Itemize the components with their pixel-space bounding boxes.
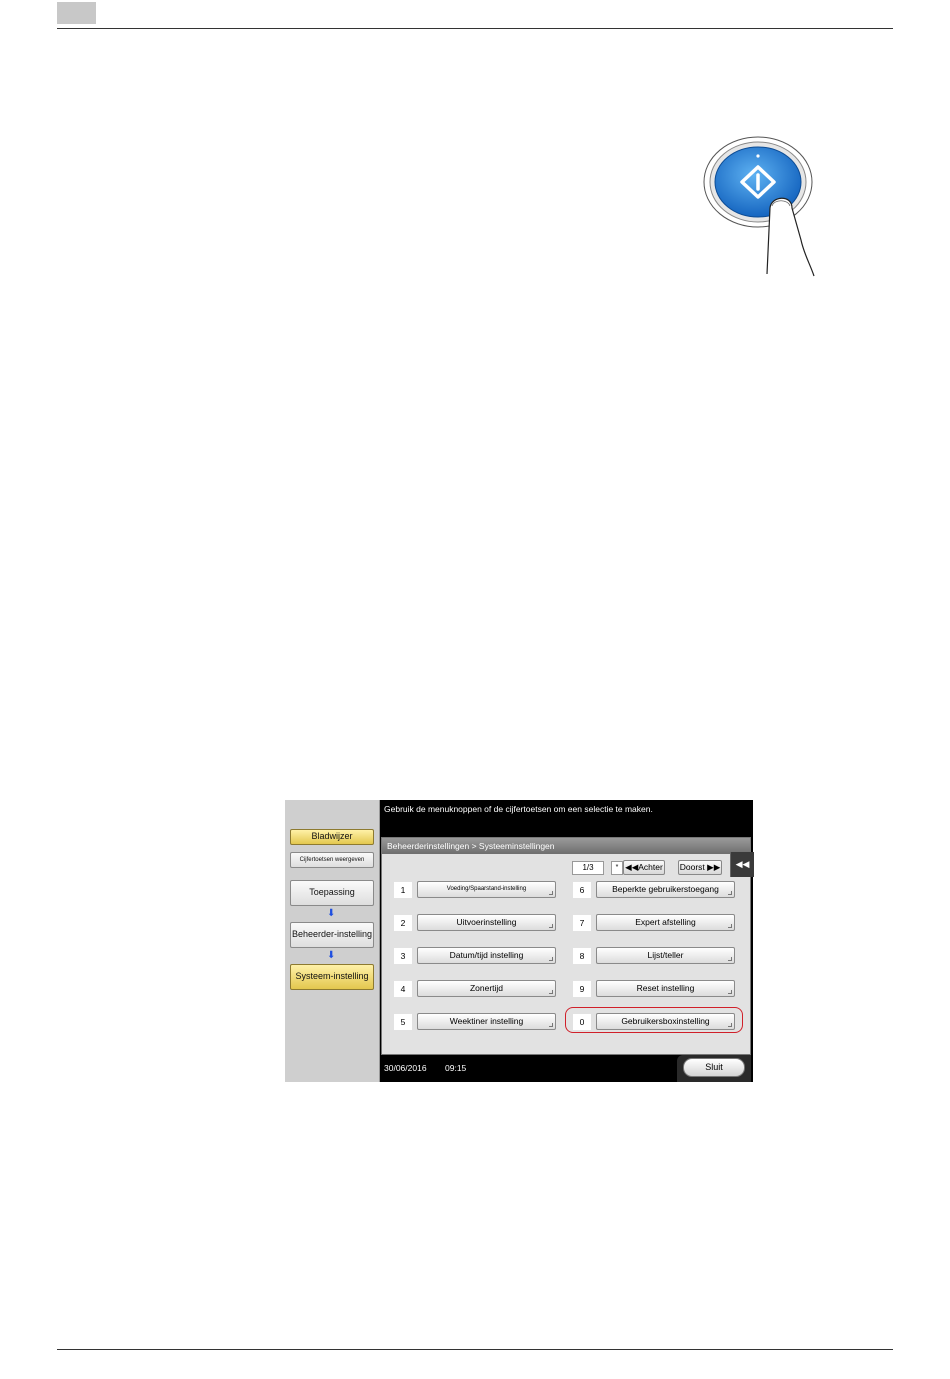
daylight-saving-button[interactable]: Zonertijd xyxy=(417,980,556,997)
menu-number: 3 xyxy=(394,948,412,964)
start-button-illustration xyxy=(700,136,826,278)
step-admin-settings-button[interactable]: Beheerder-instelling xyxy=(290,922,374,948)
menu-number: 7 xyxy=(573,915,591,931)
page-indicator: 1/3 xyxy=(572,861,604,875)
forward-arrow-icon: ▶▶ xyxy=(707,862,721,872)
list-counter-button[interactable]: Lijst/teller xyxy=(596,947,735,964)
footer-rule xyxy=(57,1349,893,1350)
forward-button[interactable]: Doorst ▶▶ xyxy=(678,860,722,875)
menu-number: 5 xyxy=(394,1014,412,1030)
reset-settings-button[interactable]: Reset instelling xyxy=(596,980,735,997)
back-arrow-icon: ◀◀ xyxy=(625,862,639,872)
menu-number: 8 xyxy=(573,948,591,964)
breadcrumb: Beheerderinstellingen > Systeeminstellingen xyxy=(382,838,750,854)
menu-number: 1 xyxy=(394,882,412,898)
sidebar xyxy=(285,800,380,1082)
close-button[interactable]: Sluit xyxy=(683,1058,745,1077)
menu-number: 0 xyxy=(573,1014,591,1030)
arrow-down-icon: ⬇ xyxy=(327,908,336,919)
page-number-tab xyxy=(57,2,96,24)
page-star-icon: * xyxy=(611,861,623,875)
menu-number: 6 xyxy=(573,882,591,898)
restrict-user-access-button[interactable]: Beperkte gebruikerstoegang xyxy=(596,881,735,898)
instruction-text: Gebruik de menuknoppen of de cijfertoetsen om een selectie te maken. xyxy=(384,804,653,814)
menu-number: 2 xyxy=(394,915,412,931)
collapse-panel-icon[interactable]: ◀◀ xyxy=(730,852,754,877)
expert-adjustment-button[interactable]: Expert afstelling xyxy=(596,914,735,931)
step-system-settings-button[interactable]: Systeem-instelling xyxy=(290,964,374,990)
arrow-down-icon: ⬇ xyxy=(327,950,336,961)
show-keypad-button[interactable]: Cijfertoetsen weergeven xyxy=(290,852,374,868)
weekly-timer-button[interactable]: Weektiner instelling xyxy=(417,1013,556,1030)
output-settings-button[interactable]: Uitvoerinstelling xyxy=(417,914,556,931)
user-box-settings-button[interactable]: Gebruikersboxinstelling xyxy=(596,1013,735,1030)
menu-number: 9 xyxy=(573,981,591,997)
date-time-settings-button[interactable]: Datum/tijd instelling xyxy=(417,947,556,964)
control-panel-screen xyxy=(285,800,753,1082)
status-date: 30/06/2016 xyxy=(384,1063,427,1073)
header-rule xyxy=(57,28,893,29)
power-save-settings-button[interactable]: Voeding/Spaarstand-instelling xyxy=(417,881,556,898)
status-time: 09:15 xyxy=(445,1063,467,1073)
bookmark-button[interactable]: Bladwijzer xyxy=(290,829,374,845)
step-application-button[interactable]: Toepassing xyxy=(290,880,374,906)
back-button[interactable]: ◀◀Achter xyxy=(623,860,665,875)
menu-number: 4 xyxy=(394,981,412,997)
system-settings-window xyxy=(381,837,751,1055)
